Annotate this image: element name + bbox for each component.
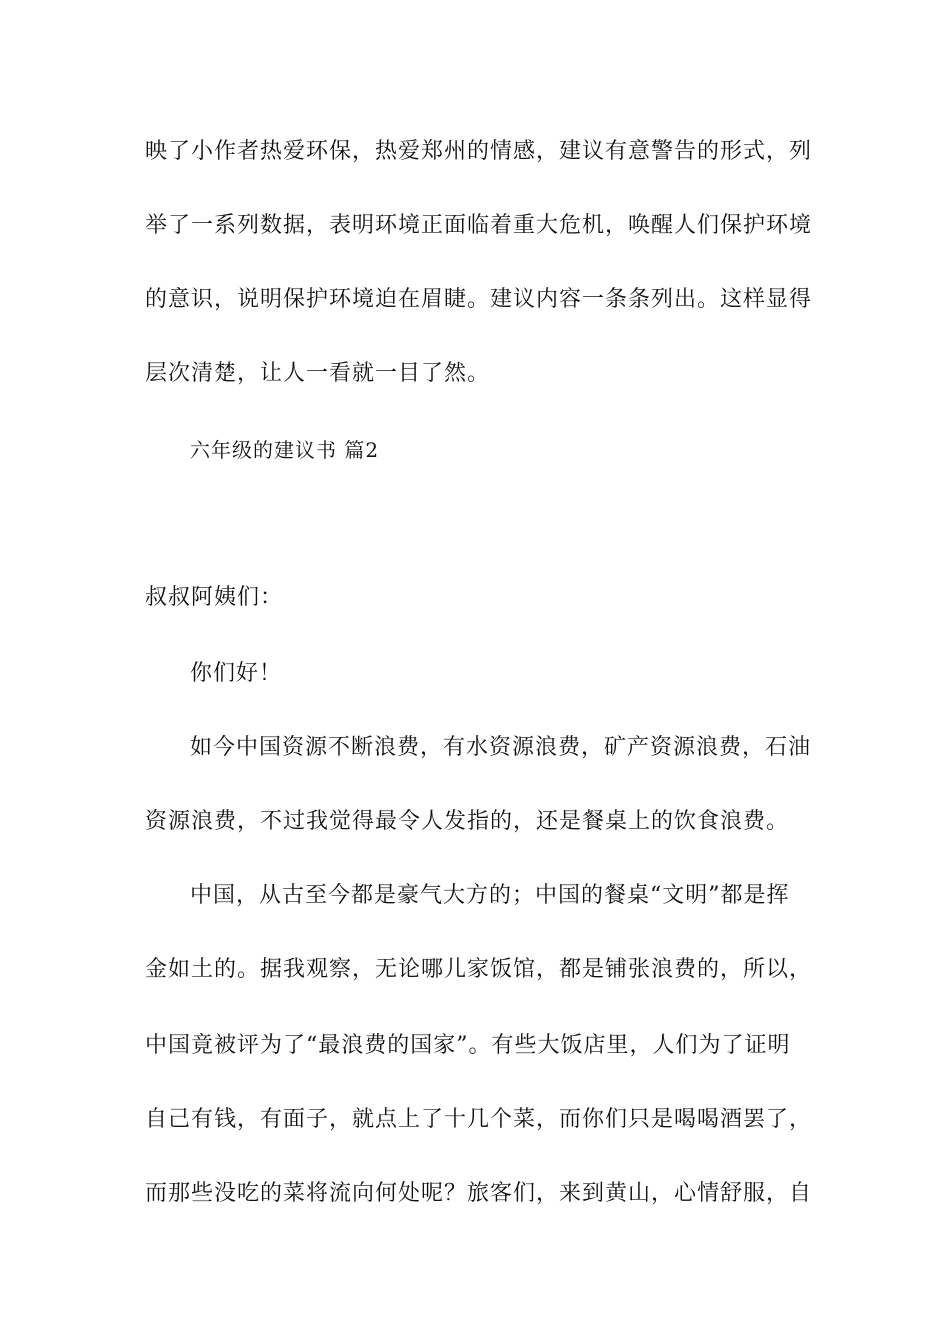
- paragraph-line: 自己有钱，有面子，就点上了十几个菜，而你们只是喝喝酒罢了，: [145, 1107, 813, 1132]
- paragraph-line: 而那些没吃的菜将流向何处呢？旅客们，来到黄山，心情舒服，自: [145, 1181, 813, 1206]
- paragraph-line: 举了一系列数据，表明环境正面临着重大危机，唤醒人们保护环境: [145, 213, 813, 238]
- paragraph-line: 中国竟被评为了“最浪费的国家”。有些大饭店里，人们为了证明: [145, 1033, 791, 1058]
- section-heading: 六年级的建议书 篇2: [190, 438, 380, 462]
- paragraph-line: 映了小作者热爱环保，热爱郑州的情感，建议有意警告的形式，列: [145, 139, 813, 164]
- greeting: 你们好！: [190, 661, 283, 686]
- paragraph-line: 金如土的。据我观察，无论哪儿家饭馆，都是铺张浪费的，所以，: [145, 957, 813, 982]
- paragraph-line: 资源浪费，不过我觉得最令人发指的，还是餐桌上的饮食浪费。: [145, 809, 790, 834]
- paragraph-line: 中国，从古至今都是豪气大方的；中国的餐桌“文明”都是挥: [190, 883, 790, 908]
- paragraph-line: 如今中国资源不断浪费，有水资源浪费，矿产资源浪费，石油: [190, 735, 812, 760]
- paragraph-line: 层次清楚，让人一看就一目了然。: [145, 361, 491, 386]
- salutation: 叔叔阿姨们：: [145, 585, 284, 610]
- paragraph-line: 的意识，说明保护环境迫在眉睫。建议内容一条条列出。这样显得: [145, 287, 813, 312]
